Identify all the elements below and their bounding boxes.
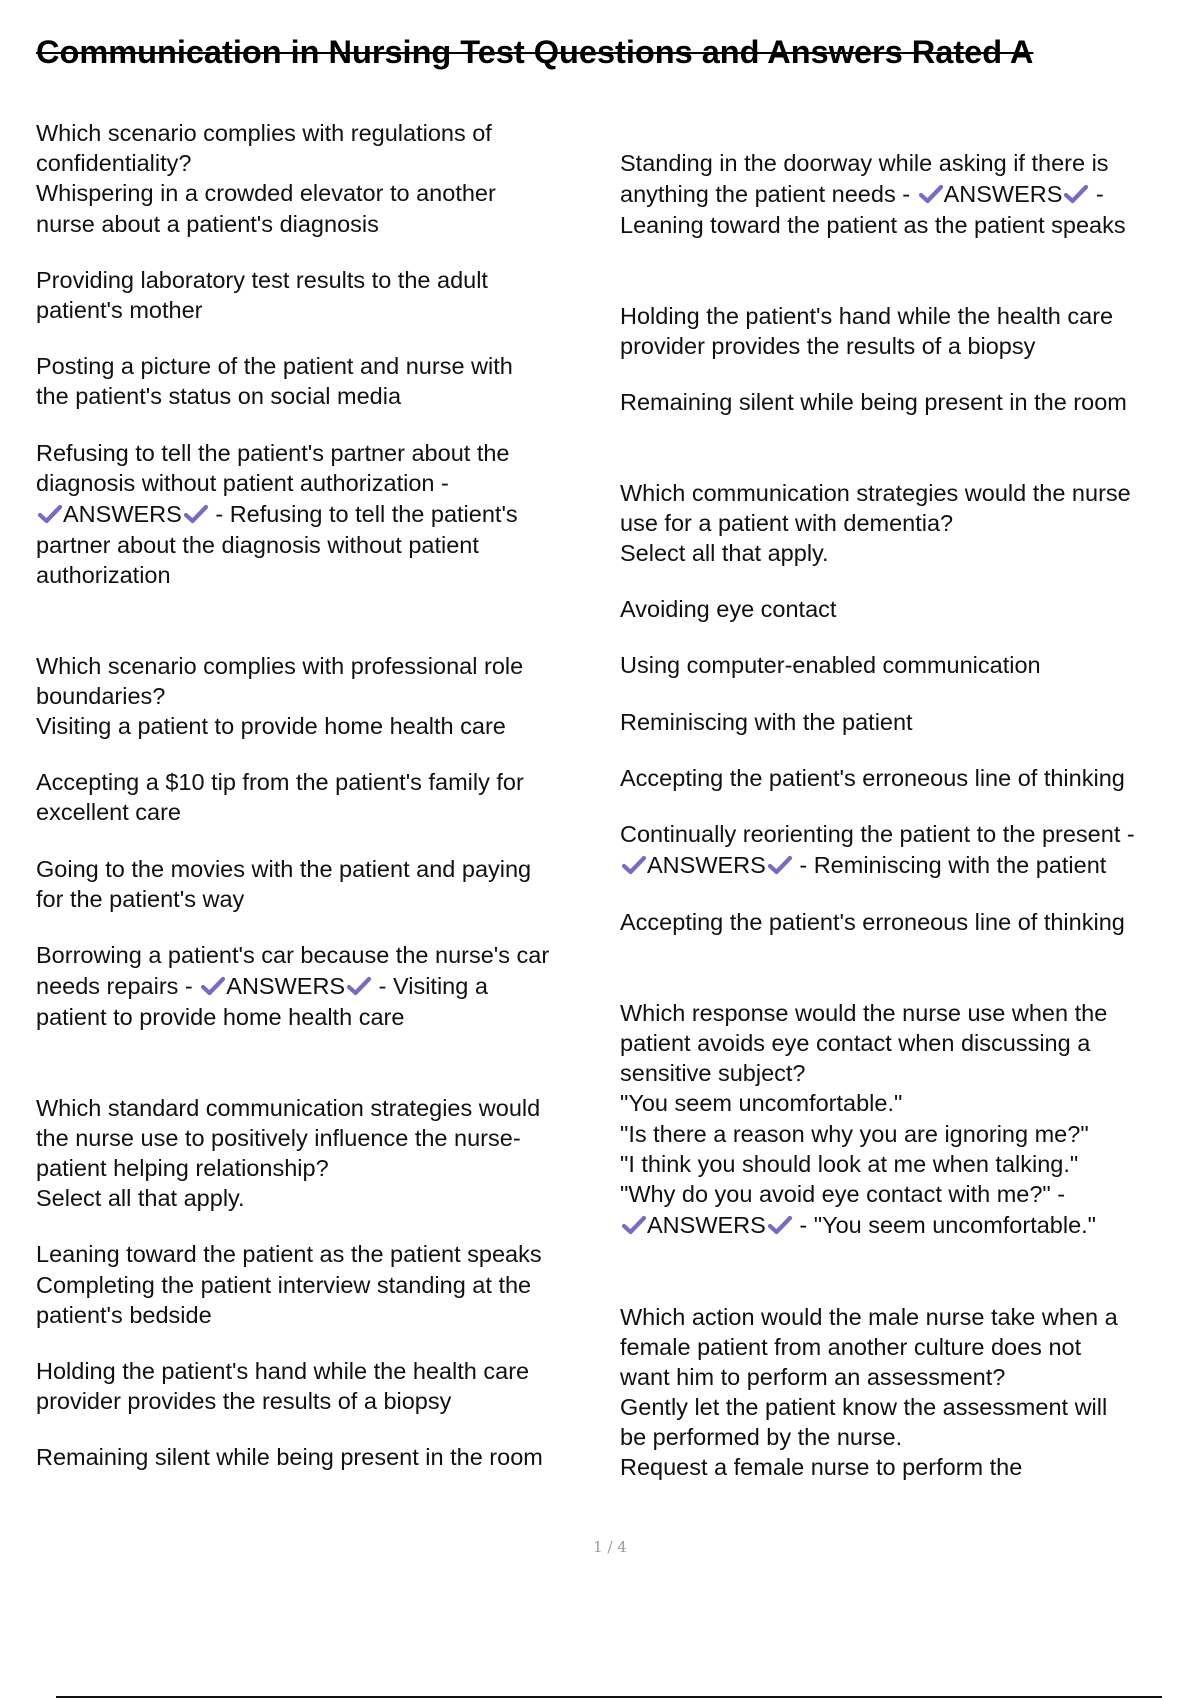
checkmark-icon [768, 855, 792, 875]
answers-label: ANSWERS [647, 1212, 766, 1239]
option-text: the patient's status on social media [36, 383, 402, 410]
option-text: Completing the patient interview standing at the [36, 1271, 532, 1298]
answer-text: Remaining silent while being present in the room [620, 389, 1127, 416]
page-title: Communication in Nursing Test Questions and Answers Rated A [36, 34, 1034, 70]
option-text: Accepting a $10 tip from the patient's family for [36, 769, 524, 796]
option-text: Going to the movies with the patient and paying [36, 855, 532, 882]
option-text: Accepting the patient's erroneous line of thinking [620, 764, 1125, 791]
question-text: the nurse use to positively influence the nurse- [36, 1124, 521, 1151]
answer-text: - Reminiscing with the patient [792, 852, 1107, 879]
option-text: Refusing to tell the patient's partner about the [36, 439, 510, 466]
checkmark-icon [201, 976, 225, 996]
footer-divider [56, 1696, 1162, 1698]
option-text: "Why do you avoid eye contact with me?" - [620, 1180, 1066, 1207]
answers-label: ANSWERS [943, 181, 1063, 208]
option-text: Borrowing a patient's car because the nurse's car [36, 941, 550, 968]
option-text: "You seem uncomfortable." [620, 1090, 903, 1117]
answer-text: Accepting the patient's erroneous line of thinking [620, 909, 1125, 936]
question-text: boundaries? [36, 682, 166, 709]
option-text: Holding the patient's hand while the health care [36, 1358, 530, 1385]
option-text: Gently let the patient know the assessment will [620, 1394, 1108, 1421]
page-number: 1 / 4 [593, 1538, 627, 1556]
question-text: Which response would the nurse use when the [620, 999, 1108, 1026]
question-text: Which action would the male nurse take when a [620, 1303, 1118, 1330]
option-text: Providing laboratory test results to the adult [36, 266, 488, 293]
question-text: sensitive subject? [620, 1060, 806, 1087]
right-column [620, 148, 1200, 1483]
answer-line [620, 1209, 1200, 1241]
option-text: provider provides the results of a biopsy [36, 1388, 452, 1415]
option-text: "Is there a reason why you are ignoring me?" [620, 1120, 1089, 1147]
answers-label: ANSWERS [647, 852, 766, 879]
answer-text: partner about the diagnosis without patient [36, 531, 479, 558]
option-text: patient's bedside [36, 1301, 212, 1328]
option-text: excellent care [36, 799, 181, 826]
question-text: patient avoids eye contact when discussing a [620, 1029, 1091, 1056]
question-text: Select all that apply. [36, 1185, 245, 1212]
option-text: be performed by the nurse. [620, 1424, 903, 1451]
question-text: confidentiality? [36, 150, 192, 177]
answer-text: - [1089, 181, 1104, 208]
option-text: for the patient's way [36, 885, 245, 912]
answer-line [620, 849, 1200, 881]
answer-text: - Refusing to tell the patient's [208, 500, 518, 527]
answer-text: - "You seem uncomfortable." [792, 1212, 1097, 1239]
option-text: anything the patient needs - [620, 181, 917, 208]
option-text: nurse about a patient's diagnosis [36, 210, 379, 237]
option-text: Request a female nurse to perform the [620, 1454, 1023, 1481]
left-column [36, 118, 616, 1473]
question-text: Which communication strategies would the nurse [620, 479, 1131, 506]
option-text: Using computer-enabled communication [620, 652, 1041, 679]
checkmark-icon [38, 504, 62, 524]
question-text: female patient from another culture does not [620, 1333, 1082, 1360]
question-text: Select all that apply. [620, 540, 829, 567]
checkmark-icon [184, 504, 208, 524]
checkmark-icon [768, 1215, 792, 1235]
question-text: want him to perform an assessment? [620, 1363, 1006, 1390]
answer-line [36, 498, 616, 530]
checkmark-icon [622, 855, 646, 875]
option-text: diagnosis without patient authorization - [36, 469, 449, 496]
answer-line [36, 970, 616, 1002]
answer-text: - Visiting a [372, 973, 488, 1000]
option-text: Reminiscing with the patient [620, 708, 913, 735]
option-text: Posting a picture of the patient and nurse with [36, 353, 513, 380]
answer-line [620, 178, 1200, 210]
option-text: "I think you should look at me when talking." [620, 1150, 1079, 1177]
answers-label: ANSWERS [226, 973, 346, 1000]
option-text: needs repairs - [36, 973, 200, 1000]
answer-text: provider provides the results of a biopsy [620, 332, 1036, 359]
answer-text: patient to provide home health care [36, 1004, 405, 1031]
question-text: Which scenario complies with professional role [36, 652, 524, 679]
answers-label: ANSWERS [63, 500, 182, 527]
option-text: Continually reorienting the patient to the present - [620, 821, 1135, 848]
checkmark-icon [622, 1215, 646, 1235]
checkmark-icon [347, 976, 371, 996]
checkmark-icon [1064, 184, 1088, 204]
question-text: Which scenario complies with regulations of [36, 120, 492, 146]
question-text: patient helping relationship? [36, 1155, 329, 1182]
question-text: use for a patient with dementia? [620, 509, 954, 536]
option-text: Whispering in a crowded elevator to another [36, 180, 496, 207]
option-text: Standing in the doorway while asking if there is [620, 150, 1109, 176]
answer-text: Holding the patient's hand while the health care [620, 302, 1114, 329]
question-text: Which standard communication strategies would [36, 1094, 541, 1121]
option-text: Visiting a patient to provide home health care [36, 713, 506, 740]
checkmark-icon [919, 184, 943, 204]
option-text: Avoiding eye contact [620, 596, 837, 623]
answer-text: Leaning toward the patient as the patient speaks [620, 212, 1126, 239]
answer-text: authorization [36, 562, 171, 589]
option-text: Remaining silent while being present in the room [36, 1444, 543, 1471]
option-text: Leaning toward the patient as the patient speaks [36, 1241, 542, 1268]
option-text: patient's mother [36, 296, 203, 323]
